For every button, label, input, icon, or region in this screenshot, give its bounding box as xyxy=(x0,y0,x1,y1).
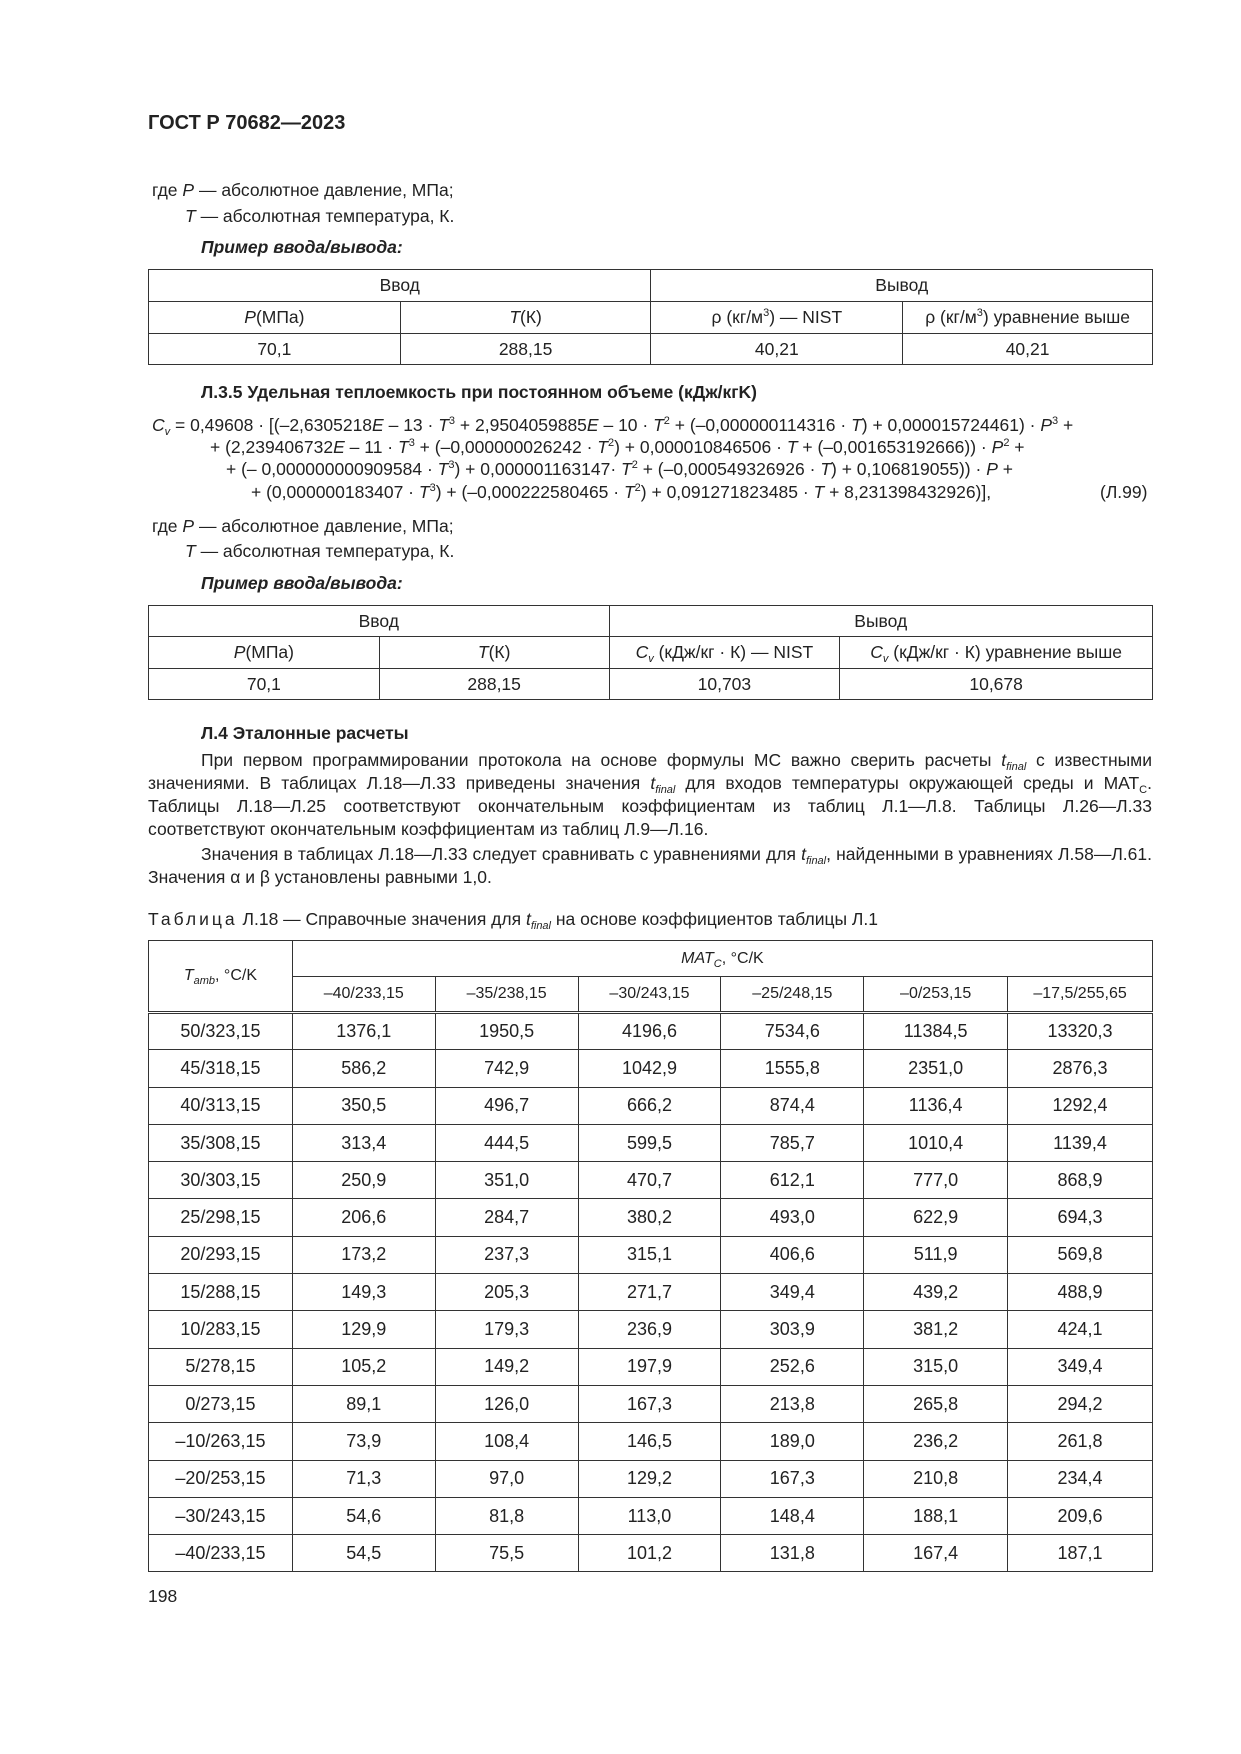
table-cell: 1376,1 xyxy=(292,1013,435,1050)
formula-line-3: + (– $0,000000000909584 \cdot T^3) + 0,000001163147\cdot T^2 + (-0,000549326926 \cdot T) + 0,106819055)) \cdot P$ + xyxy=(226,459,1013,479)
row-header-cell: 20/293,15 xyxy=(149,1236,293,1273)
table-cell: 197,9 xyxy=(578,1348,721,1385)
table-cell: 71,3 xyxy=(292,1460,435,1497)
col-temperature: T(К) xyxy=(400,302,651,334)
table-cell: 126,0 xyxy=(435,1385,578,1422)
table-cell: 294,2 xyxy=(1008,1385,1153,1422)
table-row xyxy=(149,1199,1153,1236)
table-row xyxy=(149,1162,1153,1199)
table-cell: 108,4 xyxy=(435,1423,578,1460)
table-cell: 13320,3 xyxy=(1008,1013,1153,1050)
col-temperature: T(К) xyxy=(379,637,609,669)
table-cell: 213,8 xyxy=(721,1385,864,1422)
table-cell: 493,0 xyxy=(721,1199,864,1236)
row-header-cell: –30/243,15 xyxy=(149,1497,293,1534)
col-pressure: P(МПа) xyxy=(149,302,401,334)
section-heading-l4: Л.4 Эталонные расчеты xyxy=(201,723,409,743)
table-cell: 380,2 xyxy=(578,1199,721,1236)
row-header-cell: –40/233,15 xyxy=(149,1535,293,1572)
table-cell: 284,7 xyxy=(435,1199,578,1236)
table-cell: 406,6 xyxy=(721,1236,864,1273)
table-cell: 188,1 xyxy=(864,1497,1008,1534)
where-line-pressure: где P — абсолютное давление, МПа; xyxy=(152,516,454,536)
table-cell: 89,1 xyxy=(292,1385,435,1422)
table-cell: 206,6 xyxy=(292,1199,435,1236)
table-cell: 271,7 xyxy=(578,1274,721,1311)
table-row xyxy=(149,1050,1153,1087)
col-pressure: P(МПа) xyxy=(149,637,380,669)
table-cell: 205,3 xyxy=(435,1274,578,1311)
column-header: –30/243,15 xyxy=(578,977,721,1013)
table-cell: 288,15 xyxy=(400,334,651,365)
table-cell: 1136,4 xyxy=(864,1087,1008,1124)
input-header: Ввод xyxy=(149,606,610,637)
table-cell: 40,21 xyxy=(903,334,1153,365)
table-cell: 599,5 xyxy=(578,1124,721,1161)
table-cell: 313,4 xyxy=(292,1124,435,1161)
table-row xyxy=(149,1124,1153,1161)
table-cell: 303,9 xyxy=(721,1311,864,1348)
col-cv-equation: $C_v$ (кДж/кг · К) уравнение выше xyxy=(840,637,1153,669)
document-header: ГОСТ Р 70682—2023 xyxy=(148,112,346,134)
table-cell: 1950,5 xyxy=(435,1013,578,1050)
table-cell: 101,2 xyxy=(578,1535,721,1572)
example-label: Пример ввода/вывода: xyxy=(201,237,403,257)
table-row xyxy=(149,1460,1153,1497)
formula-line-2: + $(2,239406732E - 11 \cdot T^3 + (-0,000000026242 \cdot T^2) + 0,000010846506 \cdot T + (-0,001653192666)) \cdot P^2$ + xyxy=(210,437,1025,457)
table-cell: 209,6 xyxy=(1008,1497,1153,1534)
table-cell: 54,6 xyxy=(292,1497,435,1534)
table-cell: 129,9 xyxy=(292,1311,435,1348)
row-header-cell: 50/323,15 xyxy=(149,1013,293,1050)
paragraph-2: Значения в таблицах Л.18—Л.33 следует сравнивать с уравнениями для $t_{final}$, найденными в уравнениях Л.58—Л.61. Значения α и β установлены равными 1,0. xyxy=(148,844,1152,887)
table-cell: 11384,5 xyxy=(864,1013,1008,1050)
table-cell: 444,5 xyxy=(435,1124,578,1161)
table-row xyxy=(149,1348,1153,1385)
tamb-header: $T_{amb}$, °C/K xyxy=(149,941,293,1013)
table-cell: 742,9 xyxy=(435,1050,578,1087)
table-cell: 179,3 xyxy=(435,1311,578,1348)
table-cell: 1139,4 xyxy=(1008,1124,1153,1161)
formula-line-1: $C_v = 0,49608 \cdot [(-2,6305218E - 13 \cdot T^3 + 2,9504059885E - 10 \cdot T^2 + (-0,000000114316 \cdot T) + 0,000015724461) \cdot P^3$ + xyxy=(152,415,1074,438)
where-line-temperature: T — абсолютная температура, К. xyxy=(185,541,455,561)
table-cell: 694,3 xyxy=(1008,1199,1153,1236)
table-cell: 315,0 xyxy=(864,1348,1008,1385)
table-cell: 315,1 xyxy=(578,1236,721,1273)
example-label: Пример ввода/вывода: xyxy=(201,573,403,593)
table-cell: 105,2 xyxy=(292,1348,435,1385)
input-header: Ввод xyxy=(149,270,651,302)
table-cell: 10,703 xyxy=(609,669,840,700)
table-cell: 129,2 xyxy=(578,1460,721,1497)
table-cell: 54,5 xyxy=(292,1535,435,1572)
table-cell: 146,5 xyxy=(578,1423,721,1460)
page-number: 198 xyxy=(148,1586,178,1606)
mat-header: $MAT_C$, °C/K xyxy=(292,941,1152,977)
table-cell: 265,8 xyxy=(864,1385,1008,1422)
table-cell: 187,1 xyxy=(1008,1535,1153,1572)
cv-io-table xyxy=(148,605,1153,700)
table-cell: 236,2 xyxy=(864,1423,1008,1460)
table-cell: 470,7 xyxy=(578,1162,721,1199)
table-cell: 131,8 xyxy=(721,1535,864,1572)
table-cell: 1555,8 xyxy=(721,1050,864,1087)
table-cell: 70,1 xyxy=(149,334,401,365)
table-cell: 148,4 xyxy=(721,1497,864,1534)
table-cell: 424,1 xyxy=(1008,1311,1153,1348)
table-cell: 173,2 xyxy=(292,1236,435,1273)
table-cell: 189,0 xyxy=(721,1423,864,1460)
table-cell: 666,2 xyxy=(578,1087,721,1124)
table-cell: 167,3 xyxy=(721,1460,864,1497)
table-cell: 381,2 xyxy=(864,1311,1008,1348)
where-line-temperature: T — абсолютная температура, К. xyxy=(185,206,455,226)
formula-number: (Л.99) xyxy=(1100,482,1148,502)
output-header: Вывод xyxy=(651,270,1153,302)
col-density-equation: ρ $(кг/м^3)$ уравнение выше xyxy=(903,302,1153,334)
table-cell: 210,8 xyxy=(864,1460,1008,1497)
table-cell: 81,8 xyxy=(435,1497,578,1534)
row-header-cell: –10/263,15 xyxy=(149,1423,293,1460)
column-header: –25/248,15 xyxy=(721,977,864,1013)
table-cell: 4196,6 xyxy=(578,1013,721,1050)
column-header: –0/253,15 xyxy=(864,977,1008,1013)
table-cell: 586,2 xyxy=(292,1050,435,1087)
where-line-pressure: где P — абсолютное давление, МПа; xyxy=(152,180,454,200)
table-cell: 261,8 xyxy=(1008,1423,1153,1460)
table-cell: 73,9 xyxy=(292,1423,435,1460)
table-row xyxy=(149,1013,1153,1050)
table-cell: 40,21 xyxy=(651,334,903,365)
table-cell: 2876,3 xyxy=(1008,1050,1153,1087)
row-header-cell: 0/273,15 xyxy=(149,1385,293,1422)
table-cell: 488,9 xyxy=(1008,1274,1153,1311)
table-cell: 496,7 xyxy=(435,1087,578,1124)
col-cv-nist: $C_v$ (кДж/кг · К) — NIST xyxy=(609,637,840,669)
table-caption: Таблица Л.18 — Справочные значения для $t_{final}$ на основе коэффициентов таблицы Л.1 xyxy=(148,909,879,932)
col-density-nist: ρ $(кг/м^3)$ — NIST xyxy=(651,302,903,334)
row-header-cell: 45/318,15 xyxy=(149,1050,293,1087)
table-cell: 113,0 xyxy=(578,1497,721,1534)
table-cell: 234,4 xyxy=(1008,1460,1153,1497)
table-cell: 149,2 xyxy=(435,1348,578,1385)
row-header-cell: 40/313,15 xyxy=(149,1087,293,1124)
table-cell: 874,4 xyxy=(721,1087,864,1124)
column-header: –35/238,15 xyxy=(435,977,578,1013)
table-cell: 349,4 xyxy=(721,1274,864,1311)
section-heading-l35: Л.3.5 Удельная теплоемкость при постоянном объеме (кДж/кгK) xyxy=(201,382,757,402)
table-cell: 7534,6 xyxy=(721,1013,864,1050)
table-cell: 511,9 xyxy=(864,1236,1008,1273)
table-cell: 569,8 xyxy=(1008,1236,1153,1273)
table-cell: 1010,4 xyxy=(864,1124,1008,1161)
table-cell: 351,0 xyxy=(435,1162,578,1199)
table-cell: 167,3 xyxy=(578,1385,721,1422)
table-cell: 439,2 xyxy=(864,1274,1008,1311)
table-cell: 2351,0 xyxy=(864,1050,1008,1087)
table-row xyxy=(149,1087,1153,1124)
table-cell: 167,4 xyxy=(864,1535,1008,1572)
row-header-cell: –20/253,15 xyxy=(149,1460,293,1497)
table-row xyxy=(149,1311,1153,1348)
table-row xyxy=(149,1385,1153,1422)
table-cell: 612,1 xyxy=(721,1162,864,1199)
table-row xyxy=(149,1497,1153,1534)
table-cell: 252,6 xyxy=(721,1348,864,1385)
row-header-cell: 30/303,15 xyxy=(149,1162,293,1199)
formula-line-4: + $(0,000000183407 \cdot T^3) + (-0,000222580465 \cdot T^2) + 0,091271823485 \cdot T + 8,231398432926$)], xyxy=(251,482,992,502)
table-cell: 149,3 xyxy=(292,1274,435,1311)
row-header-cell: 5/278,15 xyxy=(149,1348,293,1385)
reference-table-l18 xyxy=(148,940,1153,1572)
table-row xyxy=(149,1423,1153,1460)
table-cell: 237,3 xyxy=(435,1236,578,1273)
table-cell: 350,5 xyxy=(292,1087,435,1124)
row-header-cell: 35/308,15 xyxy=(149,1124,293,1161)
row-header-cell: 10/283,15 xyxy=(149,1311,293,1348)
table-cell: 250,9 xyxy=(292,1162,435,1199)
table-cell: 1042,9 xyxy=(578,1050,721,1087)
output-header: Вывод xyxy=(609,606,1152,637)
table-cell: 288,15 xyxy=(379,669,609,700)
table-cell: 1292,4 xyxy=(1008,1087,1153,1124)
table-cell: 75,5 xyxy=(435,1535,578,1572)
table-cell: 868,9 xyxy=(1008,1162,1153,1199)
table-cell: 777,0 xyxy=(864,1162,1008,1199)
row-header-cell: 25/298,15 xyxy=(149,1199,293,1236)
table-row xyxy=(149,1236,1153,1273)
column-header: –40/233,15 xyxy=(292,977,435,1013)
table-row xyxy=(149,1535,1153,1572)
table-cell: 785,7 xyxy=(721,1124,864,1161)
table-cell: 70,1 xyxy=(149,669,380,700)
table-cell: 10,678 xyxy=(840,669,1153,700)
table-cell: 622,9 xyxy=(864,1199,1008,1236)
row-header-cell: 15/288,15 xyxy=(149,1274,293,1311)
column-header: –17,5/255,65 xyxy=(1008,977,1153,1013)
table-cell: 97,0 xyxy=(435,1460,578,1497)
density-io-table xyxy=(148,269,1153,365)
table-cell: 236,9 xyxy=(578,1311,721,1348)
table-row xyxy=(149,1274,1153,1311)
paragraph-1: При первом программировании протокола на основе формулы МС важно сверить расчеты $t_{final}$ с известными значениями. В таблицах Л.18—Л.33 приведены значения $t_{final}$ для входов температуры окружающей среды и $МАТ_C$. Таблицы Л.18—Л.25 соответствуют окончательным коэффициентам из таблиц Л.1—Л.8. Таблицы Л.26—Л.33 соответствуют окончательным коэффициентам из таблиц Л.9—Л.16. xyxy=(148,750,1152,839)
table-cell: 349,4 xyxy=(1008,1348,1153,1385)
